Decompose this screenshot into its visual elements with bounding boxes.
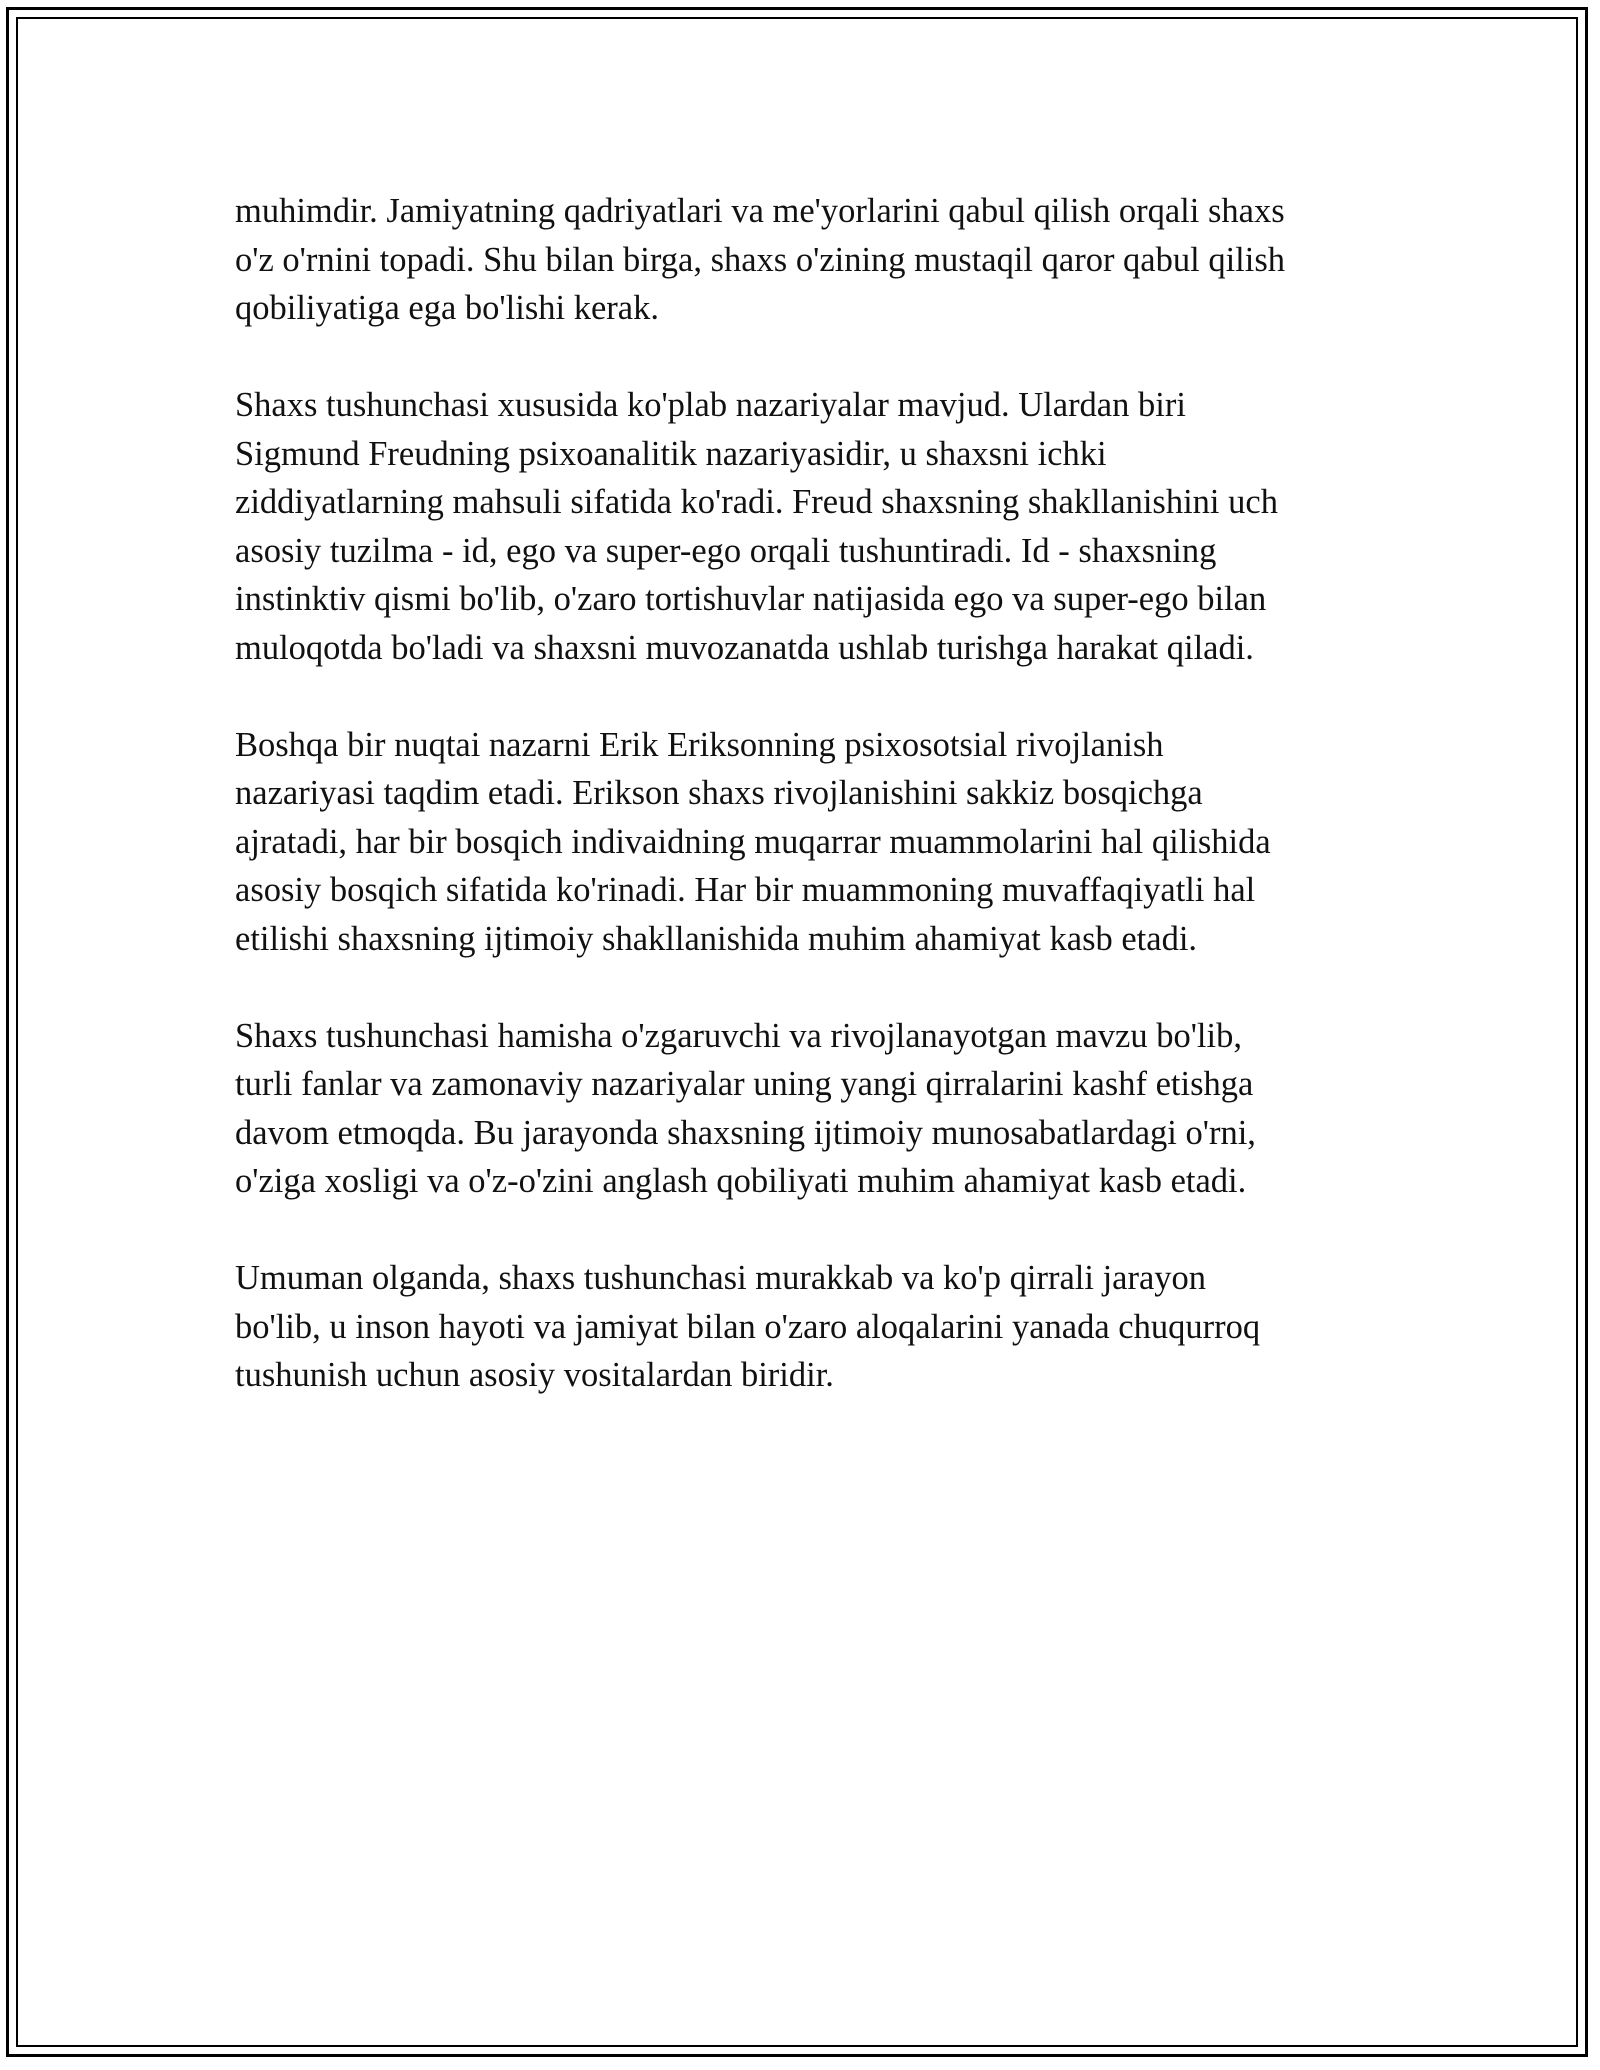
paragraph-5 xyxy=(235,1254,1385,1400)
text-line: Shaxs tushunchasi xususida ko'plab nazariyalar mavjud. Ulardan biri xyxy=(235,386,1186,424)
text-line: ziddiyatlarning mahsuli sifatida ko'radi. Freud shaxsning shakllanishini uch xyxy=(235,483,1278,521)
text-line: instinktiv qismi bo'lib, o'zaro tortishuvlar natijasida ego va super-ego bilan xyxy=(235,580,1267,618)
text-line: nazariyasi taqdim etadi. Erikson shaxs rivojlanishini sakkiz bosqichga xyxy=(235,774,1203,812)
text-line: Shaxs tushunchasi hamisha o'zgaruvchi va rivojlanayotgan mavzu bo'lib, xyxy=(235,1016,1242,1055)
paragraph-1 xyxy=(235,187,1385,333)
text-line: asosiy bosqich sifatida ko'rinadi. Har bir muammoning muvaffaqiyatli hal xyxy=(235,871,1256,909)
text-line: asosiy tuzilma - id, ego va super-ego orqali tushuntiradi. Id - shaxsning xyxy=(235,531,1217,570)
document-body xyxy=(235,187,1385,1448)
text-line: turli fanlar va zamonaviy nazariyalar uning yangi qirralarini kashf etishga xyxy=(235,1065,1254,1103)
text-line: muhimdir. Jamiyatning qadriyatlari va me'yorlarini qabul qilish orqali shaxs xyxy=(235,192,1285,230)
text-line: o'ziga xosligi va o'z-o'zini anglash qobiliyati muhim ahamiyat kasb etadi. xyxy=(235,1162,1247,1200)
text-line: Sigmund Freudning psixoanalitik nazariyasidir, u shaxsni ichki xyxy=(235,434,1107,473)
paragraph-3 xyxy=(235,721,1385,964)
text-line: qobiliyatiga ega bo'lishi kerak. xyxy=(235,289,659,327)
paragraph-2 xyxy=(235,381,1385,672)
text-line: Boshqa bir nuqtai nazarni Erik Eriksonning psixosotsial rivojlanish xyxy=(235,725,1164,764)
text-line: muloqotda bo'ladi va shaxsni muvozanatda ushlab turishga harakat qiladi. xyxy=(235,628,1254,667)
text-line: etilishi shaxsning ijtimoiy shakllanishida muhim ahamiyat kasb etadi. xyxy=(235,919,1198,958)
text-line: Umuman olganda, shaxs tushunchasi murakkab va ko'p qirrali jarayon xyxy=(235,1259,1207,1297)
paragraph-4 xyxy=(235,1012,1385,1206)
text-line: ajratadi, har bir bosqich indivaidning muqarrar muammolarini hal qilishida xyxy=(235,822,1271,861)
text-line: bo'lib, u inson hayoti va jamiyat bilan o'zaro aloqalarini yanada chuqurroq xyxy=(235,1307,1261,1346)
text-line: o'z o'rnini topadi. Shu bilan birga, shaxs o'zining mustaqil qaror qabul qilish xyxy=(235,240,1286,279)
text-line: davom etmoqda. Bu jarayonda shaxsning ijtimoiy munosabatlardagi o'rni, xyxy=(235,1113,1256,1152)
text-line: tushunish uchun asosiy vositalardan biridir. xyxy=(235,1356,834,1394)
